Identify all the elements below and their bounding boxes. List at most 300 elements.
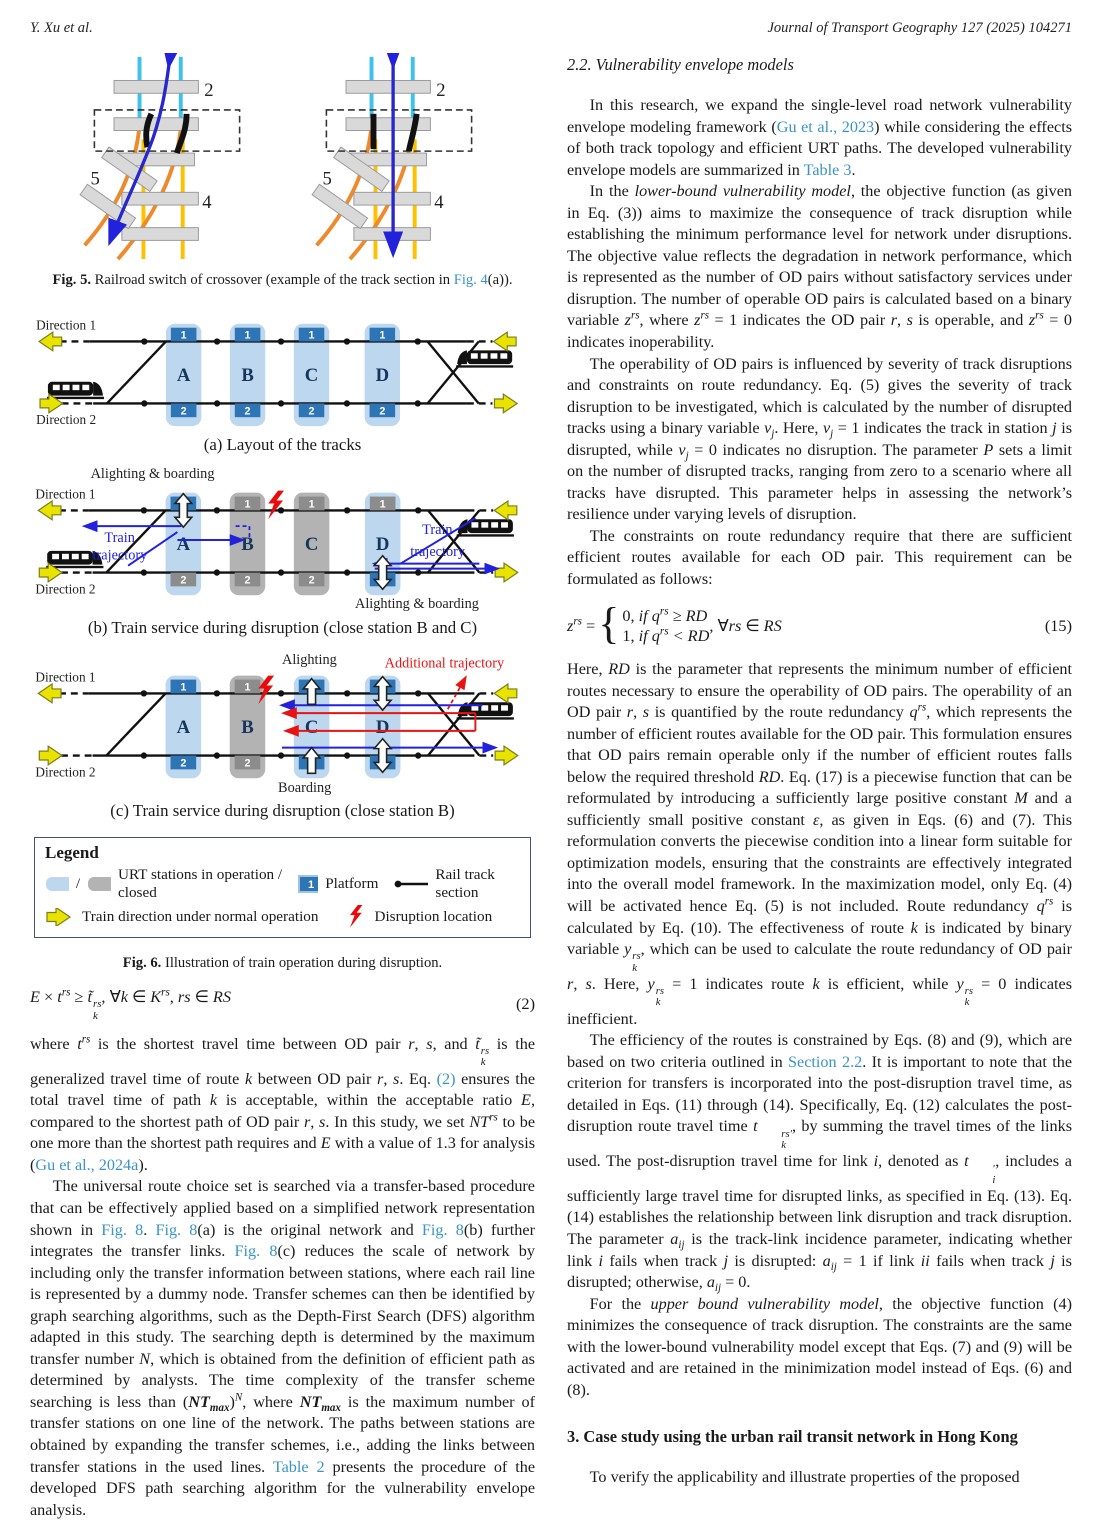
paragraph [567, 1030, 1072, 1293]
direction-arrow [494, 394, 517, 413]
fig6a-diagram [30, 310, 535, 430]
direction-arrow [38, 501, 61, 520]
text-run: (c) reduces the scale of network by including only the transfer information between stations, where each rail line is represented by a dummy node. Transfer schemes can then be identified by graph searching algorithms, such as the Depth-First Search (DFS) algorithm adapted in this study. The searching depth is determined by the maximum transfer number [30, 1242, 535, 1368]
text-run: is the track-link incidence parameter, indicating whether link [567, 1230, 1072, 1270]
svg-text:1: 1 [379, 498, 386, 511]
text-run: , which represents the number of efficient routes available for the OD pair. This formulation ensures that OD pairs remain operable only if the number of efficient routes falls below the required threshold [567, 703, 1073, 786]
direction1-label: Direction 1 [35, 669, 96, 685]
text-run: v [764, 419, 772, 438]
train-trajectory-label: Train [104, 529, 135, 546]
text-run: r [303, 1112, 311, 1131]
text-run: , ∀ [101, 986, 121, 1006]
alight-bottom-label: Alighting & boarding [355, 596, 479, 613]
text-run: q [909, 703, 918, 722]
fig6b-caption: (b) Train service during disruption (close station B and C) [87, 617, 478, 637]
platform-swatch [298, 875, 319, 893]
fig6b-diagram [30, 465, 535, 613]
text-run: = 1 indicates the OD pair [709, 311, 891, 330]
text-run: (a) is the original network and [197, 1220, 422, 1239]
legend-stations-label: URT stations in operation / closed [117, 865, 283, 901]
text-run: . In this study, we set [325, 1112, 470, 1131]
text-run: Fig. 5. [52, 272, 92, 288]
text-run: = [581, 615, 596, 635]
text-run: , [310, 1112, 320, 1131]
text-run: s [319, 1112, 326, 1131]
text-run: j [1050, 1251, 1055, 1270]
svg-text:2: 2 [308, 405, 315, 418]
station-letter-d: D [375, 533, 390, 555]
legend-slash: / [75, 874, 81, 892]
text-run: , where [242, 1392, 300, 1411]
paragraph [567, 181, 1072, 353]
text-run: max [209, 1402, 230, 1415]
station-letter-c: C [304, 364, 319, 386]
text-run: k [120, 986, 128, 1006]
disruption-bolt-icon [268, 491, 284, 520]
text-run: RD [687, 625, 710, 645]
text-run: is the maximum number of transfer stations on one line of the network. The paths between stations are obtained by expanding the transfer schemes, i.e., adding the links between transfer stations in the used lines. [30, 1392, 535, 1476]
text-run: , which can be used to calculate the route redundancy of OD pair [640, 940, 1072, 959]
text-run: . Eq. (17) is a piecewise function that can be reformulated by introducing a sufficiently large positive constant [567, 767, 1072, 808]
citation-link[interactable]: (2) [436, 1069, 456, 1088]
text-run: . It is important to note that the criterion for transfers is incorporated into the post-disruption travel time, as detailed in Eqs. (11) through (14). Specifically, Eq. (12) calculates the post-disruption route travel time [567, 1052, 1073, 1136]
text-run: Here, [567, 659, 609, 678]
direction2-label: Direction 2 [35, 764, 96, 780]
paragraph [567, 659, 1072, 1030]
text-run: rs [573, 615, 582, 628]
text-run: y [647, 974, 655, 993]
math-supsub: rs k [964, 985, 973, 1009]
text-run: z [1028, 311, 1036, 330]
direction-arrow [493, 332, 516, 351]
paragraph [30, 1034, 535, 1177]
text-run: N [139, 1349, 151, 1368]
text-run: ≥ [70, 986, 88, 1006]
paragraph [30, 1176, 535, 1521]
header-authors: Y. Xu et al. [30, 20, 93, 36]
text-run: ij [678, 1239, 685, 1252]
text-run: K [150, 986, 162, 1006]
train-icon [457, 519, 514, 536]
paragraph [567, 95, 1072, 181]
svg-text:2: 2 [180, 405, 187, 418]
right-paragraphs-after-eq [567, 659, 1072, 1401]
text-run: j [723, 1251, 729, 1270]
svg-text:1: 1 [244, 329, 251, 342]
text-run: Fig. 6. [122, 954, 162, 971]
text-run: is indicated by binary variable [567, 918, 1072, 959]
text-run: × [39, 986, 58, 1006]
text-run: fails when track [603, 1251, 724, 1270]
text-run: a [670, 1230, 679, 1249]
text-run: The universal route choice set is searched via a transfer-based procedure that can be effectively applied based on a simplified network representation shown in [30, 1177, 535, 1239]
text-run: rs [728, 615, 742, 635]
text-run: t [964, 1152, 969, 1171]
train-icon [47, 382, 104, 399]
direction-arrow [38, 684, 61, 703]
text-run: s [642, 703, 650, 722]
svg-text:1: 1 [308, 498, 315, 511]
text-run: is acceptable, within the acceptable ratio [217, 1091, 522, 1110]
text-run: v [822, 419, 831, 438]
text-run: ) while considering the effects of both track topology and efficient URT paths. The developed vulnerability envelope models are summarized in [567, 117, 1072, 179]
text-run: Railroad switch of crossover (example of the track section in [91, 272, 454, 288]
text-run: ) [229, 1392, 235, 1411]
train-icon [456, 350, 513, 367]
text-run: . Here, [774, 419, 823, 438]
text-run: ii [920, 1251, 930, 1270]
text-run: if q [638, 625, 660, 645]
citation-link[interactable]: Table 2 [272, 1457, 325, 1476]
direction1-label: Direction 1 [36, 317, 97, 333]
legend-title: Legend [45, 842, 99, 862]
text-run: rs [1044, 895, 1054, 908]
text-run: (b) further integrates the transfer links. [30, 1220, 535, 1261]
text-run: E [320, 1134, 331, 1153]
svg-text:2: 2 [180, 574, 187, 587]
text-run: a [706, 1273, 715, 1292]
text-run: i [598, 1251, 604, 1270]
citation-link[interactable]: Section 2.2 [788, 1052, 863, 1071]
right-column [567, 51, 1072, 1521]
citation-link[interactable]: Gu et al., 2024a [35, 1155, 139, 1174]
math-supsub: ′ i [992, 1162, 996, 1186]
citation-link[interactable]: Table 3 [803, 160, 852, 179]
text-run: NT [469, 1112, 490, 1131]
text-run: RS [763, 615, 782, 635]
citation-link[interactable]: Fig. 8 [155, 1220, 198, 1239]
text-run: RD [608, 659, 630, 678]
text-run: ∈ [127, 986, 151, 1006]
direction-arrow-swatch [45, 908, 75, 926]
paragraph [567, 1294, 1072, 1402]
text-run: , [414, 1034, 427, 1053]
track-label-5: 5 [89, 168, 100, 190]
text-run: M [1014, 789, 1028, 808]
text-run: ≥ [668, 605, 686, 625]
text-run: rs [161, 986, 170, 999]
text-run: = 0 indicates no disruption. The parameter [688, 440, 984, 459]
text-run: (a)). [487, 272, 513, 288]
math-supsub: rs k [632, 950, 641, 974]
text-run: r [408, 1034, 415, 1053]
paragraph [567, 526, 1072, 591]
text-run: , by summing the travel times of the links used. The post-disruption travel time for link [567, 1117, 1073, 1171]
svg-text:1: 1 [180, 681, 187, 694]
text-run: k [209, 1091, 218, 1110]
text-run: a [822, 1251, 831, 1270]
svg-text:2: 2 [244, 574, 251, 587]
text-run: < [668, 625, 688, 645]
text-run: , includes a sufficiently large travel time for disrupted links, as specified in Eq. (13). Eq. (14) establishes the relationship between link disruption and track disruption. The parameter [567, 1152, 1072, 1249]
text-run: is disrupted: [728, 1251, 823, 1270]
text-run: ij [714, 1282, 722, 1295]
train-trajectory-label: Train [422, 522, 453, 539]
text-run: rs [81, 1033, 91, 1046]
text-run: r [567, 974, 574, 993]
text-run: , [383, 1069, 394, 1088]
text-run: , ∀ [709, 615, 729, 635]
text-run: E [30, 986, 40, 1006]
citation-link[interactable]: Fig. 8 [101, 1220, 144, 1239]
text-run: . [851, 160, 856, 179]
direction-arrow [494, 501, 517, 520]
text-run: r [626, 703, 634, 722]
direction2-label: Direction 2 [36, 412, 97, 428]
fig6a-caption: (a) Layout of the tracks [203, 434, 362, 454]
text-run: rs [630, 310, 640, 323]
text-run: RS [212, 986, 232, 1006]
fig6c-diagram [30, 648, 535, 796]
text-run: For the [589, 1294, 651, 1313]
equation-2-number: (2) [516, 994, 535, 1014]
text-run: rs [917, 701, 927, 714]
text-run: rs [177, 986, 191, 1006]
text-run: , [897, 311, 907, 330]
section-2-2-heading: 2.2. Vulnerability envelope models [567, 55, 794, 74]
text-run: rs [1035, 310, 1044, 323]
text-run: t [57, 986, 62, 1006]
text-run: with a value of 1.3 for analysis ( [30, 1134, 536, 1174]
text-run: NT [188, 1392, 210, 1411]
text-run: t̃ [87, 986, 93, 1006]
right-paragraphs-after-h3 [567, 1467, 1072, 1489]
text-run: is calculated by Eq. (10). The effectiveness of route [567, 896, 1072, 937]
text-run: to be one more than the shortest path requires and [30, 1112, 536, 1153]
math-supsub: rs′ k [781, 1127, 792, 1151]
text-run: In the [589, 182, 635, 201]
alight-top-label: Alighting & boarding [90, 465, 215, 482]
legend-direction-label: Train direction under normal operation [82, 907, 319, 925]
text-run: z [694, 311, 701, 330]
equation-15-case1 [622, 606, 709, 626]
section-3-heading: 3. Case study using the urban rail transit network in Hong Kong [567, 1427, 1018, 1447]
text-run: , compared to the shortest path of OD pair [30, 1091, 535, 1131]
station-letter-a: A [176, 533, 191, 555]
track-label-2: 2 [203, 80, 214, 102]
paragraph [567, 354, 1072, 526]
text-run: j [771, 428, 775, 441]
switch-link [107, 341, 166, 403]
case-brace: { [598, 598, 620, 648]
text-run: , the objective function (4) minimizes the consequence of track disruption. The constraints are the same with the lower-bound vulnerability model except that Eqs. (7) and (9) will be activated and are retained in the minimization model instead of Eqs. (6) and (8). [567, 1294, 1073, 1399]
station-open-swatch [45, 876, 69, 892]
svg-text:1: 1 [180, 329, 187, 342]
text-run: is quantified by the route redundancy [649, 703, 910, 722]
text-run: ( [182, 1392, 189, 1411]
text-run: = 1 if link [836, 1251, 921, 1270]
right-paragraphs-before-eq [567, 95, 1072, 591]
text-run: if q [638, 605, 660, 625]
legend-rail-label: Rail track section [435, 865, 495, 901]
station-letter-d: D [375, 716, 390, 738]
text-run: ε [812, 810, 820, 829]
text-run: rs [489, 1111, 498, 1124]
text-run: is the generalized travel time of route [30, 1034, 536, 1088]
station-letter-b: B [241, 533, 254, 555]
math-supsub: rs k [655, 985, 665, 1009]
text-run: s [426, 1034, 433, 1053]
text-run: k [910, 918, 918, 937]
text-run: , the objective function (as given in Eq. (3)) aims to maximize the consequence of track disruption while establishing the minimum performance level for network under disruptions. The objective value reflects the degradation in network performance, which is represented as the number of OD pairs without satisfactory services under disruption. The number of operable OD pairs is calculated based on a binary variable [567, 182, 1073, 330]
fig5-caption [38, 271, 527, 290]
fig6c-caption: (c) Train service during disruption (close station B) [110, 800, 455, 820]
fig5-left-panel [77, 53, 257, 261]
station-closed-swatch [87, 876, 111, 892]
text-run: ). [138, 1155, 148, 1174]
track-label-5: 5 [321, 168, 332, 190]
equation-15-lhs [567, 616, 595, 636]
svg-text:1: 1 [244, 498, 251, 511]
svg-text:2: 2 [379, 405, 386, 418]
direction-arrow [495, 746, 518, 765]
direction1-label: Direction 1 [35, 486, 96, 502]
text-run: sets a limit on the number of disrupted tracks, ranging from zero to a scenario where all tracks have disrupted. This parameter helps in assessing the network’s resilience under varying levels of disruption. [567, 440, 1073, 524]
station-letter-a: A [176, 716, 191, 738]
train-trajectory-label: trajectory [410, 543, 466, 560]
text-run: , and [432, 1034, 476, 1053]
text-run: s [585, 974, 592, 993]
text-run: q [1036, 896, 1045, 915]
text-run: upper bound vulnerability model [650, 1294, 879, 1313]
station-letter-d: D [375, 364, 390, 386]
paragraph [567, 1467, 1072, 1489]
text-run: , [169, 986, 178, 1006]
direction-arrow [39, 332, 62, 351]
text-run: t̃ [475, 1034, 480, 1053]
train-trajectory-label: trajectory [92, 547, 148, 564]
text-run: j [685, 449, 689, 462]
fig6-caption [38, 954, 527, 973]
text-run: , as given in Eqs. (6) and (7). This reformulation converts the piecewise condition into a linear form suitable for optimization models, ensuring that the constraints are effectively integrated into the overall model framework. In the maximization model, only Eq. (4) will be activated hence Eq. (5) is not included. Route redundancy [567, 810, 1072, 915]
station-letter-c: C [304, 533, 319, 555]
svg-text:1: 1 [244, 681, 251, 694]
text-run: rs [700, 310, 710, 323]
equation-15-cases [595, 598, 710, 648]
text-run: 1, [622, 625, 639, 645]
text-run: NT [299, 1392, 322, 1411]
text-run: To verify the applicability and illustrate properties of the proposed [589, 1468, 1020, 1487]
text-run: . Eq. [399, 1069, 437, 1088]
text-run: ∈ [190, 986, 213, 1006]
figure-5 [30, 53, 535, 261]
legend-disruption-label: Disruption location [374, 907, 493, 925]
text-run: , denoted as [878, 1152, 965, 1171]
direction-arrow [39, 746, 62, 765]
page-header [30, 20, 1072, 37]
direction-arrow [494, 684, 517, 703]
text-run: N [234, 1391, 243, 1404]
text-run: P [983, 440, 994, 459]
alighting-label: Alighting [282, 651, 337, 668]
text-run: fails when track [929, 1251, 1051, 1270]
disruption-bolt-swatch [349, 905, 367, 929]
text-run: z [567, 615, 574, 635]
citation-link[interactable]: Fig. 8 [234, 1242, 278, 1261]
text-run: ensures the total travel time of path [30, 1069, 536, 1110]
math-supsub: rs k [480, 1045, 490, 1069]
station-letter-a: A [176, 364, 191, 386]
text-run: The efficiency of the routes is constrained by Eqs. (8) and (9), which are based on two criteria outlined in [567, 1031, 1072, 1071]
equation-2 [30, 987, 535, 1022]
text-run: is efficient, while [819, 974, 957, 993]
text-run: r [377, 1069, 384, 1088]
text-run: j [1052, 419, 1057, 438]
text-run: where [30, 1034, 78, 1053]
legend-platform-label: Platform [325, 874, 379, 892]
left-column [30, 51, 535, 1521]
equation-15-tail [709, 616, 781, 636]
station-letter-c: C [304, 716, 319, 738]
text-run: Illustration of train operation during disruption. [161, 954, 443, 971]
track-label-2: 2 [435, 80, 446, 102]
station-letter-b: B [241, 364, 254, 386]
text-run: = 0. [721, 1273, 751, 1292]
text-run: k [244, 1069, 253, 1088]
text-run: j [830, 428, 834, 441]
text-run: r [890, 311, 897, 330]
svg-text:1: 1 [308, 329, 315, 342]
text-run: . Here, [591, 974, 648, 993]
text-run: is the shortest travel time between OD pair [90, 1034, 409, 1053]
citation-link[interactable]: Fig. 8 [421, 1220, 464, 1239]
text-run: between OD pair [252, 1069, 378, 1088]
text-run: and a sufficiently small positive constant [567, 789, 1072, 829]
text-run: E [521, 1091, 531, 1110]
svg-text:1: 1 [307, 878, 314, 891]
text-run: , which is obtained from the definition of efficient path as determined by analysts. The time complexity of the transfer scheme searching is less than [30, 1349, 535, 1411]
text-run: s [393, 1069, 400, 1088]
text-run: is disrupted, while [567, 419, 1072, 459]
text-run: , [573, 974, 586, 993]
citation-link[interactable]: Gu et al., 2023 [776, 117, 875, 136]
equation-15-number: (15) [1044, 615, 1072, 635]
text-run: 0, [622, 605, 639, 625]
svg-text:2: 2 [308, 574, 315, 587]
text-run: = 1 indicates route [664, 974, 813, 993]
text-run: v [678, 440, 686, 459]
text-run: = 1 indicates the track in station [833, 419, 1053, 438]
text-run: RD [758, 767, 781, 786]
text-run: s [906, 311, 913, 330]
text-run: is disrupted; otherwise, [567, 1251, 1072, 1292]
text-run: = 0 indicates inefficient. [567, 974, 1073, 1028]
svg-text:1: 1 [379, 329, 386, 342]
text-run: . [143, 1220, 156, 1239]
text-run: k [812, 974, 820, 993]
text-run: In this research, we expand the single-level road network vulnerability envelope modeling framework ( [567, 96, 1072, 136]
boarding-label: Boarding [278, 780, 332, 796]
text-run: presents the procedure of the developed DFS path searching algorithm for the vulnerability envelope analysis. [30, 1457, 536, 1519]
text-run: t [77, 1034, 82, 1053]
figure-6 [30, 310, 535, 973]
switch-link [106, 693, 165, 755]
equation-15 [567, 598, 1072, 648]
text-run: is the parameter that represents the minimum number of efficient routes necessary to ensure the operability of OD pairs. The operability of an OD pair [567, 659, 1072, 722]
fig5-right-panel [309, 53, 489, 261]
citation-link[interactable]: Fig. 4 [453, 272, 488, 288]
header-journal: Journal of Transport Geography 127 (2025) 104271 [767, 20, 1072, 36]
text-run: RD [685, 605, 708, 625]
text-run: rs [61, 986, 71, 999]
text-run: i [873, 1152, 879, 1171]
text-run: rs [659, 625, 669, 638]
track-label-4: 4 [433, 192, 444, 214]
rail-track-swatch [393, 878, 428, 890]
text-run: t [753, 1117, 758, 1136]
text-run: ij [830, 1260, 837, 1273]
text-run: rs [659, 605, 669, 618]
